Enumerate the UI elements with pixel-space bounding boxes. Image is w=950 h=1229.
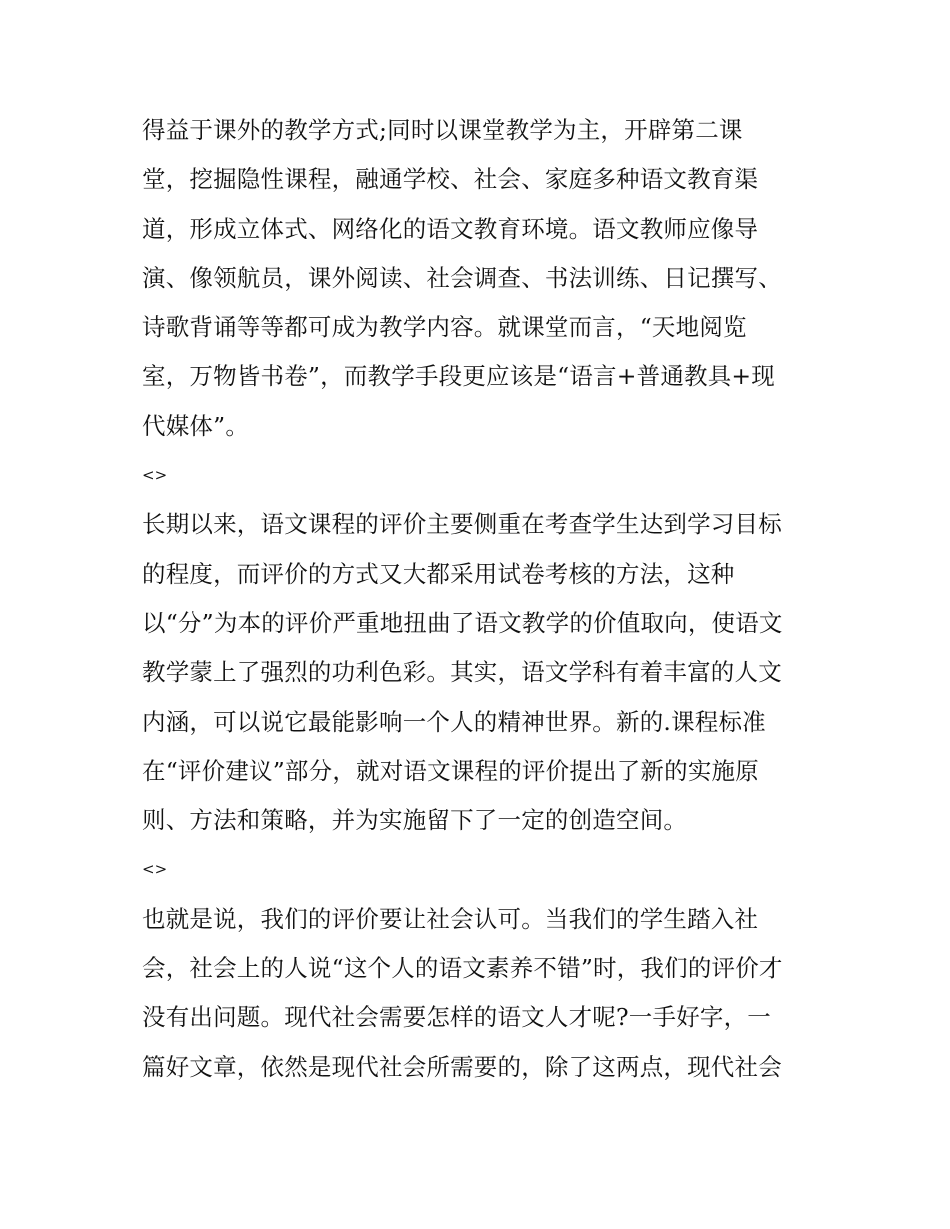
text-line: 也就是说，我们的评价要让社会认可。当我们的学生踏入社 [142, 904, 759, 933]
text-line: 长期以来，语文课程的评价主要侧重在考查学生达到学习目标 [142, 510, 782, 539]
text-line: 代媒体”。 [142, 411, 250, 440]
text-line: 则、方法和策略，并为实施留下了一定的创造空间。 [142, 806, 688, 835]
paragraph-1 [142, 106, 822, 451]
text-line: 会，社会上的人说“这个人的语文素养不错”时，我们的评价才 [142, 954, 783, 983]
text-line: 内涵，可以说它最能影响一个人的精神世界。新的.课程标准 [142, 707, 766, 736]
paragraph-2 [142, 500, 822, 845]
text-line: 的程度，而评价的方式又大都采用试卷考核的方法，这种 [142, 559, 735, 588]
text-line: 教学蒙上了强烈的功利色彩。其实，语文学科有着丰富的人文 [142, 658, 782, 687]
text-line: 室，万物皆书卷”，而教学手段更应该是“语言+普通教具+现 [142, 362, 776, 391]
paragraph-3 [142, 895, 822, 1092]
text-line: 以“分”为本的评价严重地扭曲了语文教学的价值取向，使语文 [142, 608, 783, 637]
paragraph-separator: <> [142, 466, 168, 485]
text-line: 篇好文章，依然是现代社会所需要的，除了这两点，现代社会 [142, 1052, 782, 1081]
document-page [142, 106, 822, 1092]
text-line: 在“评价建议”部分，就对语文课程的评价提出了新的实施原 [142, 756, 759, 785]
text-line: 道，形成立体式、网络化的语文教育环境。语文教师应像导 [142, 214, 759, 243]
text-line: 得益于课外的教学方式;同时以课堂教学为主，开辟第二课 [142, 116, 743, 144]
text-line: 堂，挖掘隐性课程，融通学校、社会、家庭多种语文教育渠 [142, 165, 759, 194]
text-line: 没有出问题。现代社会需要怎样的语文人才呢?一手好字，一 [142, 1003, 771, 1032]
text-line: 诗歌背诵等等都可成为教学内容。就课堂而言，“天地阅览 [142, 313, 747, 342]
paragraph-separator: <> [142, 860, 168, 879]
text-line: 演、像领航员，课外阅读、社会调查、书法训练、日记撰写、 [142, 263, 782, 292]
